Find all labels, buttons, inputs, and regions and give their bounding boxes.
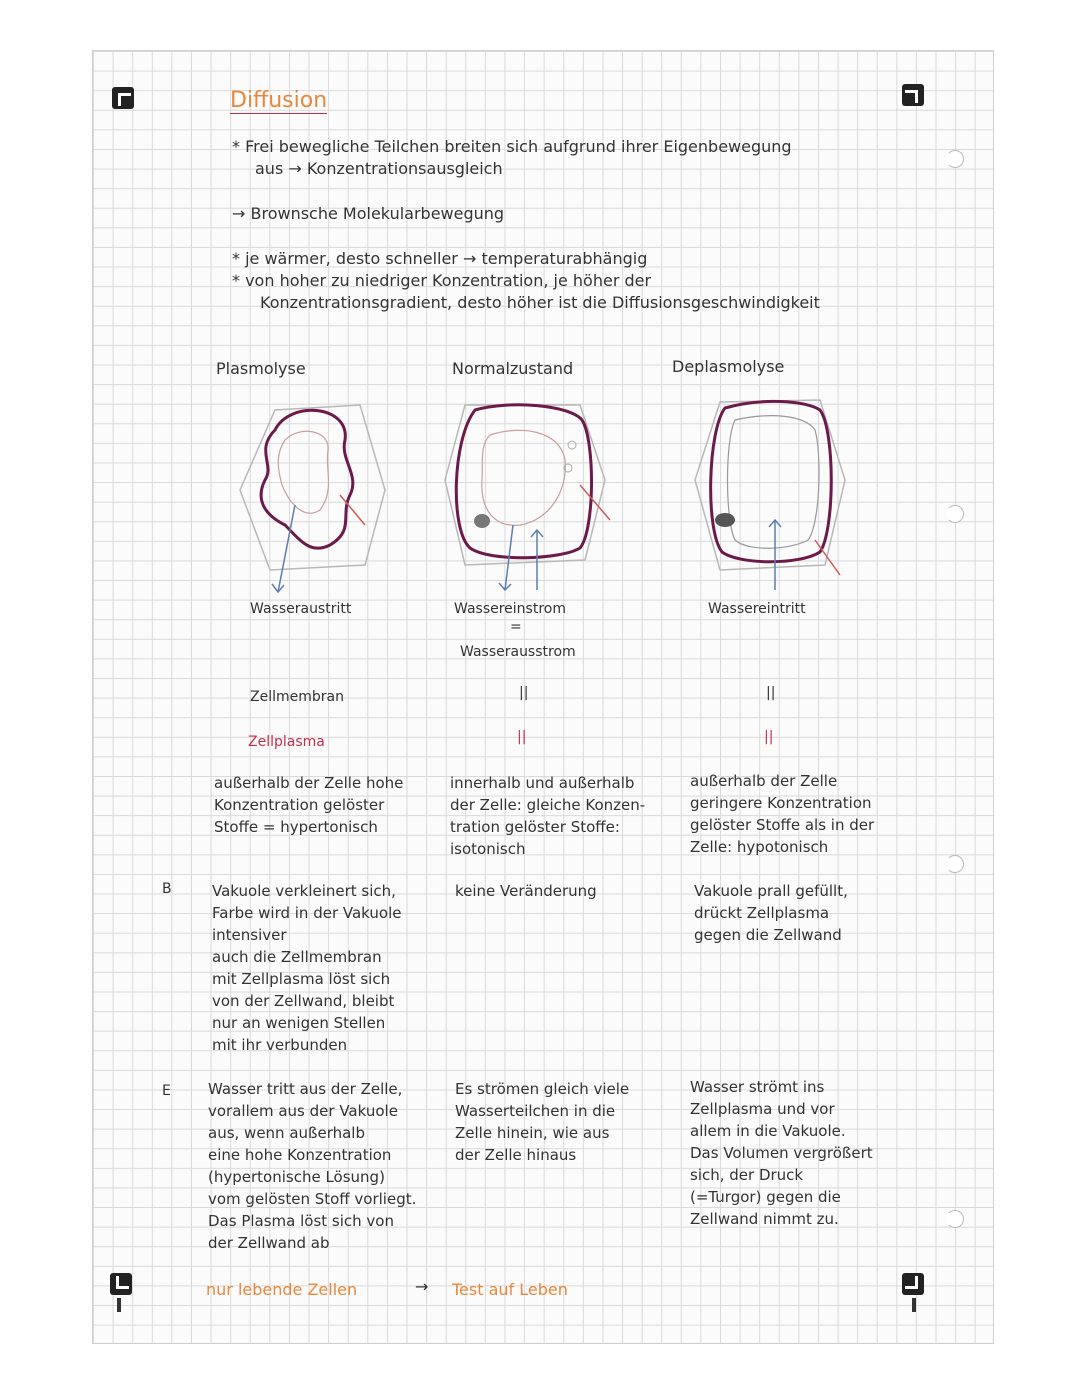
bullet-temperature: * je wärmer, desto schneller → temperaturabhängig [232, 249, 648, 268]
footer-lebende-zellen: nur lebende Zellen [206, 1280, 358, 1299]
bullet-concentration-cont: Konzentrationsgradient, desto höher ist die Diffusionsgeschwindigkeit [260, 293, 820, 312]
legend-zellmembran: Zellmembran [250, 689, 344, 705]
cell-diagrams [200, 380, 880, 600]
corner-marker-top-left [112, 87, 134, 109]
label-wasseraustritt: Wasseraustritt [250, 601, 352, 617]
legend-zellplasma: Zellplasma [248, 734, 325, 750]
desc-normal: innerhalb und außerhalb der Zelle: gleiche Konzen- tration gelöster Stoffe: isotonisch [450, 774, 646, 858]
e-normal: Es strömen gleich viele Wasserteilchen in die Zelle hinein, wie aus der Zelle hinaus [455, 1080, 630, 1164]
bullet-concentration: * von hoher zu niedriger Konzentration, je höher der [232, 271, 652, 290]
label-wassereinstrom: Wassereinstrom [454, 601, 566, 617]
b-plasmolyse: Vakuole verkleinert sich, Farbe wird in der Vakuole intensiver auch die Zellmembran mit Zellplasma löst sich von der Zellwand, bleibt nur an wenigen Stellen mit ihr verbunden [212, 882, 402, 1054]
label-wassereintritt: Wassereintritt [708, 601, 806, 617]
corner-marker-bottom-left [110, 1273, 132, 1295]
arrow-icon: → [415, 1277, 429, 1296]
b-deplasmolyse: Vakuole prall gefüllt, drückt Zellplasma gegen die Zellwand [694, 882, 848, 944]
heading-deplasmolyse: Deplasmolyse [672, 357, 785, 376]
deplasmolyse-mark-membrane: || [766, 685, 776, 701]
binder-hole [946, 1210, 964, 1228]
deplasmolyse-cell-diagram [695, 400, 845, 590]
deplasmolyse-mark-plasma: || [764, 729, 774, 745]
intro-line-2: aus → Konzentrationsausgleich [255, 159, 503, 178]
footer-test-auf-leben: Test auf Leben [452, 1280, 568, 1299]
binder-hole [946, 505, 964, 523]
normal-mark-membrane: || [519, 685, 529, 701]
normal-cell-diagram [445, 405, 610, 590]
b-normal: keine Veränderung [455, 882, 597, 900]
corner-marker-top-right [902, 84, 924, 106]
desc-plasmolyse: außerhalb der Zelle hohe Konzentration gelöster Stoffe = hypertonisch [214, 774, 404, 836]
heading-normalzustand: Normalzustand [452, 359, 574, 378]
tick-mark [912, 1298, 916, 1312]
plasmolyse-cell-diagram [240, 405, 385, 592]
row-label-e: E [162, 1083, 171, 1099]
e-deplasmolyse: Wasser strömt ins Zellplasma und vor allem in die Vakuole. Das Volumen vergrößert sich, der Druck (=Turgor) gegen die Zellwand nimmt zu. [690, 1078, 873, 1228]
heading-plasmolyse: Plasmolyse [216, 359, 306, 378]
corner-marker-bottom-right [902, 1273, 924, 1295]
tick-mark [117, 1298, 121, 1312]
brownian-motion: → Brownsche Molekularbewegung [232, 204, 505, 223]
label-wasserausstrom: Wasserausstrom [460, 644, 576, 660]
row-label-b: B [162, 881, 172, 897]
e-plasmolyse: Wasser tritt aus der Zelle, vorallem aus der Vakuole aus, wenn außerhalb eine hohe Konzentration (hypertonische Lösung) vom gelösten Stoff vorliegt. Das Plasma löst sich von der Zellwand ab [208, 1080, 417, 1252]
label-equals: = [510, 619, 522, 635]
normal-mark-plasma: || [517, 729, 527, 745]
desc-deplasmolyse: außerhalb der Zelle geringere Konzentration gelöster Stoffe als in der Zelle: hypotonisch [690, 772, 875, 856]
page-title: Diffusion [230, 88, 328, 113]
binder-hole [946, 855, 964, 873]
intro-line-1: * Frei bewegliche Teilchen breiten sich aufgrund ihrer Eigenbewegung [232, 137, 792, 156]
binder-hole [946, 150, 964, 168]
